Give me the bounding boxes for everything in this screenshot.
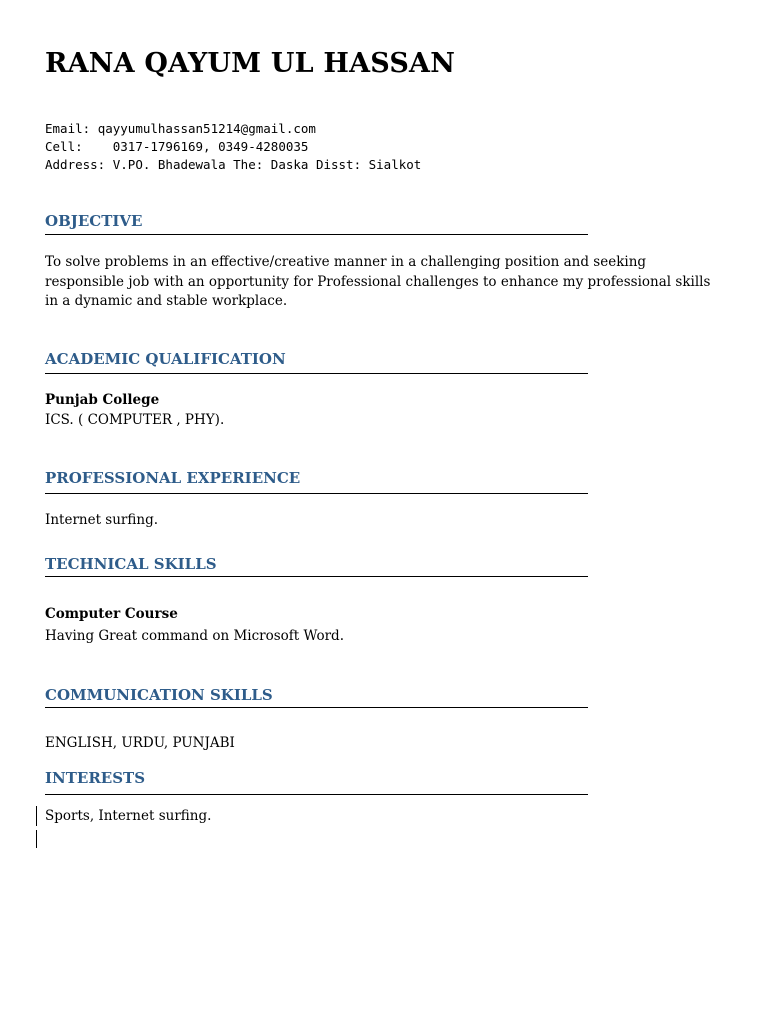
email-label: Email: <box>45 121 91 136</box>
academic-institution: Punjab College <box>45 392 160 408</box>
academic-content <box>45 391 735 430</box>
text-cursor-marker <box>36 830 37 848</box>
experience-text: Internet surfing. <box>45 512 159 528</box>
section-rule-interests <box>45 794 588 795</box>
section-rule-experience <box>45 493 588 494</box>
section-title-technical: TECHNICAL SKILLS <box>45 555 217 573</box>
email-value: qayyumulhassan51214@gmail.com <box>97 121 316 136</box>
communication-text: ENGLISH, URDU, PUNJABI <box>45 735 235 751</box>
section-rule-academic <box>45 373 588 374</box>
section-rule-technical <box>45 576 588 577</box>
experience-content <box>45 511 735 531</box>
cell-label: Cell: <box>45 139 83 154</box>
section-title-academic: ACADEMIC QUALIFICATION <box>45 350 286 368</box>
section-title-communication: COMMUNICATION SKILLS <box>45 686 273 704</box>
contact-cell-row <box>45 138 421 156</box>
address-label: Address: <box>45 157 106 172</box>
communication-content <box>45 734 735 754</box>
contact-address-row <box>45 156 421 174</box>
cell-value: 0317-1796169, 0349-4280035 <box>112 139 309 154</box>
candidate-name: RANA QAYUM UL HASSAN <box>45 48 456 79</box>
objective-line: in a dynamic and stable workplace. <box>45 293 288 309</box>
academic-degree: ICS. ( COMPUTER , PHY). <box>45 411 225 428</box>
text-cursor-marker <box>36 806 37 826</box>
objective-line: To solve problems in an effective/creative manner in a challenging position and seeking <box>45 254 647 270</box>
section-rule-communication <box>45 707 588 708</box>
technical-detail: Having Great command on Microsoft Word. <box>45 627 344 644</box>
contact-email-row <box>45 120 421 138</box>
interests-text: Sports, Internet surfing. <box>45 808 212 824</box>
contact-block <box>45 120 421 174</box>
objective-text <box>45 253 735 312</box>
section-title-objective: OBJECTIVE <box>45 212 143 230</box>
objective-line: responsible job with an opportunity for Professional challenges to enhance my professional skills <box>45 273 711 290</box>
address-value: V.PO. Bhadewala The: Daska Disst: Sialkot <box>112 157 422 172</box>
section-title-experience: PROFESSIONAL EXPERIENCE <box>45 469 301 487</box>
section-rule-objective <box>45 234 588 235</box>
technical-content <box>45 605 735 646</box>
technical-course: Computer Course <box>45 606 178 622</box>
interests-content <box>45 807 735 827</box>
section-title-interests: INTERESTS <box>45 769 146 787</box>
